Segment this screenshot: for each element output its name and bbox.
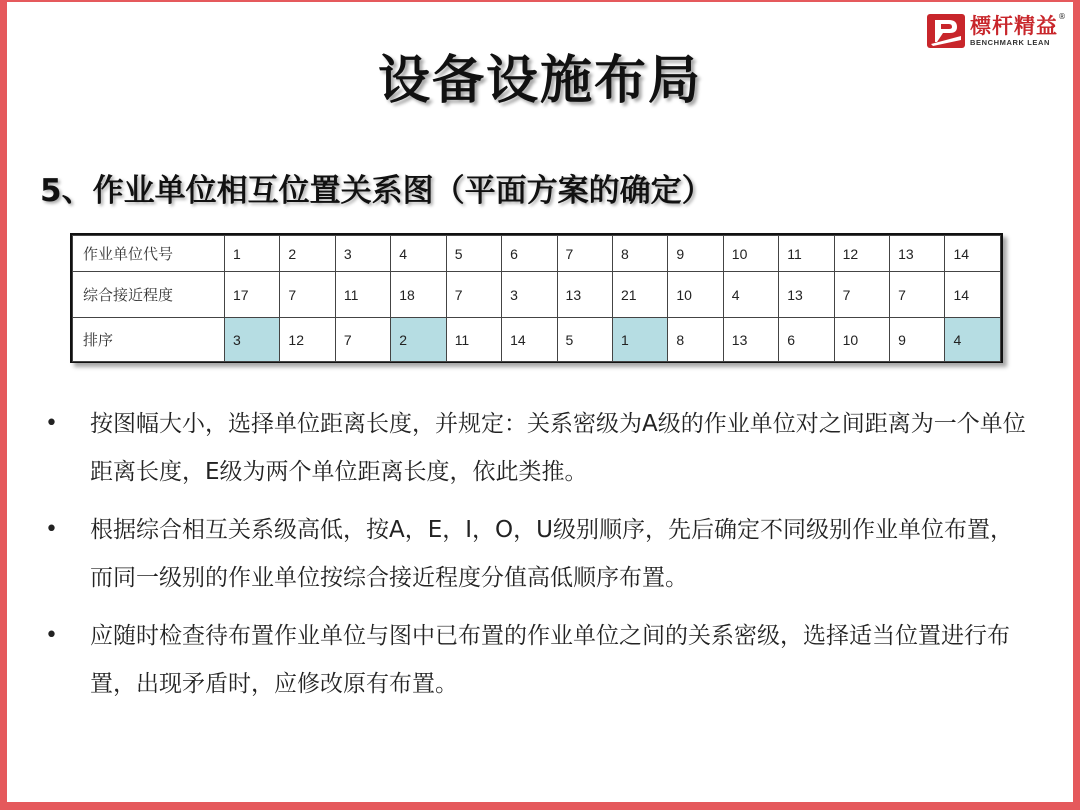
table-cell: 13	[779, 272, 834, 318]
bullet-item	[40, 612, 1030, 708]
table-cell: 12	[834, 236, 889, 272]
table-cell: 21	[612, 272, 667, 318]
table-cell: 4	[723, 272, 778, 318]
table-cell: 7	[890, 272, 945, 318]
table-cell: 14	[945, 272, 1001, 318]
table-cell-highlighted: 4	[945, 318, 1001, 362]
table-cell: 14	[502, 318, 557, 362]
table-cell: 17	[225, 272, 280, 318]
table-cell: 11	[446, 318, 501, 362]
table-cell: 10	[668, 272, 723, 318]
table-cell: 3	[502, 272, 557, 318]
bullet-item	[40, 400, 1030, 496]
data-table	[70, 233, 1003, 363]
table-cell: 8	[612, 236, 667, 272]
row-label: 综合接近程度	[73, 272, 225, 318]
table-cell-highlighted: 2	[391, 318, 446, 362]
table-cell: 7	[557, 236, 612, 272]
table-cell: 3	[335, 236, 390, 272]
table-cell: 7	[280, 272, 335, 318]
table-cell: 9	[890, 318, 945, 362]
table-cell: 8	[668, 318, 723, 362]
section-subtitle: 5、作业单位相互位置关系图（平面方案的确定）	[40, 173, 713, 209]
relation-table	[72, 235, 1001, 362]
logo-registered: ®	[1058, 11, 1066, 21]
table-cell: 10	[723, 236, 778, 272]
row-label: 作业单位代号	[73, 236, 225, 272]
table-cell: 6	[502, 236, 557, 272]
logo-cn: 標杆精益	[970, 13, 1058, 38]
table-cell: 1	[225, 236, 280, 272]
table-cell: 11	[335, 272, 390, 318]
table-cell: 7	[446, 272, 501, 318]
table-cell: 14	[945, 236, 1001, 272]
bullet-text: 按图幅大小，选择单位距离长度，并规定：关系密级为A级的作业单位对之间距离为一个单位距离长度，E级为两个单位距离长度，依此类推。	[90, 411, 1026, 485]
bullet-item	[40, 506, 1030, 602]
table-cell-highlighted: 1	[612, 318, 667, 362]
table-cell: 10	[834, 318, 889, 362]
table-cell: 7	[834, 272, 889, 318]
table-cell: 13	[557, 272, 612, 318]
table-cell: 5	[557, 318, 612, 362]
bullet-list	[40, 400, 1030, 718]
bullet-text: 应随时检查待布置作业单位与图中已布置的作业单位之间的关系密级，选择适当位置进行布置，出现矛盾时，应修改原有布置。	[90, 623, 1010, 697]
table-cell: 12	[280, 318, 335, 362]
bullet-dot-icon: •	[45, 411, 58, 436]
page-title: 设备设施布局	[377, 51, 702, 111]
table-cell: 13	[890, 236, 945, 272]
table-row	[73, 318, 1001, 362]
table-cell: 9	[668, 236, 723, 272]
logo-en: BENCHMARK LEAN	[970, 37, 1051, 47]
table-cell: 18	[391, 272, 446, 318]
table-cell: 4	[391, 236, 446, 272]
table-row	[73, 272, 1001, 318]
bullet-dot-icon: •	[45, 517, 58, 542]
table-cell-highlighted: 3	[225, 318, 280, 362]
table-cell: 7	[335, 318, 390, 362]
table-cell: 13	[723, 318, 778, 362]
bullet-text: 根据综合相互关系级高低，按A，E，I，O，U级别顺序，先后确定不同级别作业单位布置，而同一级别的作业单位按综合接近程度分值高低顺序布置。	[90, 517, 1013, 591]
table-cell: 11	[779, 236, 834, 272]
table-cell: 6	[779, 318, 834, 362]
table-row	[73, 236, 1001, 272]
bullet-dot-icon: •	[45, 623, 58, 648]
table-cell: 2	[280, 236, 335, 272]
row-label: 排序	[73, 318, 225, 362]
table-cell: 5	[446, 236, 501, 272]
